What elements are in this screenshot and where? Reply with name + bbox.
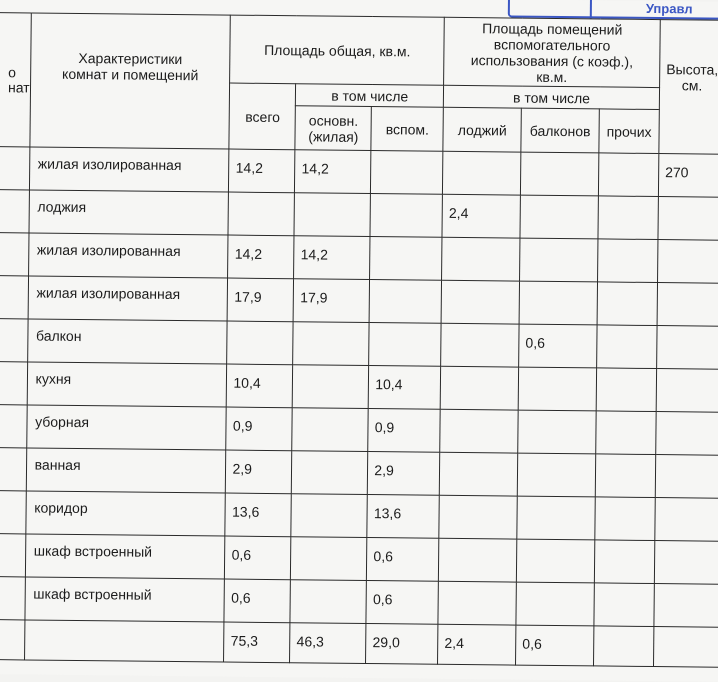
value-main xyxy=(293,408,368,419)
room-name: уборная xyxy=(35,413,90,431)
cell-loggia xyxy=(442,194,520,238)
stamp-text: Управл xyxy=(645,0,693,17)
cell-height xyxy=(656,369,718,413)
value-loggia xyxy=(442,281,519,292)
table-row xyxy=(0,490,718,541)
room-number-cell xyxy=(0,146,30,189)
value-height xyxy=(655,584,718,595)
totals-aux xyxy=(366,624,438,665)
room-number-cell xyxy=(0,361,27,404)
room-name: шкаф встроенный xyxy=(33,542,153,560)
value-other xyxy=(596,497,655,508)
table-row xyxy=(0,318,718,369)
cell-loggia xyxy=(443,151,521,195)
header-main xyxy=(295,106,371,151)
value-main: 14,2 xyxy=(300,246,328,263)
room-number-cell xyxy=(0,533,25,576)
value-loggia xyxy=(442,324,519,335)
totals-balcony xyxy=(516,625,594,666)
value-other xyxy=(595,583,654,594)
cell-aux xyxy=(367,495,439,539)
room-number-cell xyxy=(0,404,27,447)
stamp-divider xyxy=(590,0,592,18)
value-aux xyxy=(370,280,441,291)
value-aux: 0,9 xyxy=(374,419,395,436)
header-area-total xyxy=(230,15,444,85)
value-aux xyxy=(371,237,442,248)
header-including xyxy=(296,84,444,108)
cell-height xyxy=(657,240,718,284)
value-total: 0,6 xyxy=(231,589,251,606)
cell-total xyxy=(226,407,292,451)
room-name-cell xyxy=(28,233,228,278)
cell-main xyxy=(292,408,368,452)
cell-total xyxy=(226,450,292,494)
room-name: лоджия xyxy=(37,198,87,216)
value-aux: 0,6 xyxy=(373,548,394,565)
room-name-cell xyxy=(26,448,226,493)
header-loggias xyxy=(443,107,521,152)
value-aux: 0,6 xyxy=(372,591,393,608)
header-other-label: прочих xyxy=(606,123,652,140)
header-aux-area xyxy=(444,17,660,87)
header-balconies xyxy=(521,108,599,153)
header-loggias-label: лоджий xyxy=(457,121,507,138)
value-loggia xyxy=(439,582,516,593)
cell-aux xyxy=(367,538,439,582)
cell-balcony xyxy=(519,281,597,325)
value-main xyxy=(292,494,367,505)
value-total: 14,2 xyxy=(234,245,263,262)
value-height xyxy=(657,412,718,423)
table-row xyxy=(0,576,718,627)
value-balcony xyxy=(521,153,598,164)
value-balcony xyxy=(518,497,595,508)
value-main xyxy=(295,193,370,204)
value-other xyxy=(595,540,654,551)
header-area-total-label: Площадь общая, кв.м. xyxy=(264,41,411,59)
cell-other xyxy=(598,196,658,240)
table-row xyxy=(0,146,718,197)
cell-height xyxy=(658,197,718,241)
table-row xyxy=(0,275,718,326)
header-main-label: основн. (жилая) xyxy=(308,111,359,145)
totals-name-cell xyxy=(24,620,224,662)
value-loggia xyxy=(443,152,520,163)
cell-main xyxy=(294,236,370,280)
header-aux-including-label: в том числе xyxy=(512,89,591,106)
table-row xyxy=(0,189,718,240)
value-aux: 10,4 xyxy=(375,376,403,393)
value-other xyxy=(596,454,655,465)
cell-main xyxy=(292,451,368,495)
header-characteristics xyxy=(30,13,231,149)
table-row xyxy=(0,447,718,498)
room-name-cell xyxy=(27,362,227,407)
cell-balcony xyxy=(517,453,595,497)
totals-loggia-value: 2,4 xyxy=(444,634,465,652)
cell-total xyxy=(227,321,293,365)
cell-main xyxy=(290,580,366,624)
cell-total xyxy=(224,579,290,623)
cell-main xyxy=(293,279,369,323)
cell-height xyxy=(655,455,718,499)
value-aux xyxy=(371,194,442,205)
table-row xyxy=(0,232,718,283)
header-total xyxy=(229,83,296,150)
value-total: 2,9 xyxy=(232,460,253,477)
header-room-number xyxy=(0,13,31,147)
header-height xyxy=(659,20,718,155)
table-row xyxy=(0,404,718,455)
value-balcony: 0,6 xyxy=(525,334,546,351)
cell-other xyxy=(596,368,656,412)
value-other xyxy=(598,239,657,250)
value-total: 0,9 xyxy=(232,417,253,434)
cell-other xyxy=(598,153,658,197)
room-number-cell xyxy=(0,318,28,361)
room-name: балкон xyxy=(35,327,82,345)
value-other xyxy=(598,282,657,293)
value-other xyxy=(599,153,658,164)
cell-other xyxy=(594,540,654,584)
cell-other xyxy=(594,583,654,627)
value-total: 13,6 xyxy=(231,503,260,520)
cell-loggia xyxy=(439,452,517,496)
room-name: ванная xyxy=(34,456,81,474)
value-total xyxy=(229,193,294,204)
room-number-cell xyxy=(0,447,26,490)
table-row xyxy=(0,533,718,584)
value-loggia: 2,4 xyxy=(448,204,469,222)
cell-loggia xyxy=(439,538,517,582)
cell-aux xyxy=(366,581,438,625)
cell-total xyxy=(228,235,294,279)
room-name: кухня xyxy=(35,370,72,387)
value-balcony xyxy=(521,196,598,207)
cell-height xyxy=(658,154,718,198)
cell-other xyxy=(598,239,658,283)
value-total: 14,2 xyxy=(235,159,264,176)
value-other xyxy=(598,325,657,336)
cell-main xyxy=(293,322,369,366)
cell-aux xyxy=(369,366,441,410)
cell-total xyxy=(227,364,293,408)
value-main xyxy=(291,580,366,591)
value-balcony xyxy=(517,540,594,551)
cell-main xyxy=(291,537,367,581)
header-total-label: всего xyxy=(245,108,281,125)
cell-balcony xyxy=(520,238,598,282)
value-main xyxy=(292,451,367,462)
cell-loggia xyxy=(440,409,518,453)
room-name-cell xyxy=(26,405,226,450)
value-height: 270 xyxy=(665,164,689,181)
cell-height xyxy=(656,412,718,456)
value-loggia xyxy=(440,496,517,507)
cell-main xyxy=(295,150,371,194)
room-name-cell xyxy=(29,190,229,235)
cell-balcony xyxy=(520,195,598,239)
cell-other xyxy=(597,325,657,369)
value-height xyxy=(656,498,718,509)
cell-height xyxy=(657,326,718,370)
room-name-cell xyxy=(25,491,225,536)
totals-row xyxy=(0,619,718,667)
value-balcony xyxy=(519,368,596,379)
header-room-number-top: о xyxy=(8,63,17,80)
totals-total-value: 75,3 xyxy=(230,632,259,649)
room-number-cell xyxy=(0,232,29,275)
value-height xyxy=(657,326,718,337)
cell-aux xyxy=(369,323,441,367)
header-including-label: в том числе xyxy=(331,87,409,104)
header-characteristics-label: Характеристики комнат и помещений xyxy=(62,49,199,83)
value-height xyxy=(657,369,718,380)
room-name-cell xyxy=(29,147,229,192)
cell-balcony xyxy=(517,496,595,540)
room-number-cell xyxy=(0,576,25,619)
cell-balcony xyxy=(521,152,599,196)
value-main xyxy=(294,322,369,333)
value-aux xyxy=(370,323,441,334)
room-name: коридор xyxy=(34,499,88,517)
totals-aux-value: 29,0 xyxy=(372,634,400,651)
room-area-table xyxy=(0,12,718,668)
cell-balcony xyxy=(518,367,596,411)
cell-balcony xyxy=(518,410,596,454)
room-name: жилая изолированная xyxy=(36,284,181,303)
cell-aux xyxy=(370,237,442,281)
cell-loggia xyxy=(442,237,520,281)
room-name-cell xyxy=(28,276,228,321)
cell-other xyxy=(597,282,657,326)
room-number-cell xyxy=(0,490,26,533)
cell-main xyxy=(291,494,367,538)
value-aux: 13,6 xyxy=(373,505,402,522)
cell-loggia xyxy=(439,495,517,539)
cell-main xyxy=(293,365,369,409)
value-main: 17,9 xyxy=(300,289,328,306)
cell-total xyxy=(229,149,295,193)
cell-total xyxy=(228,192,294,236)
cell-total xyxy=(228,278,294,322)
cell-aux xyxy=(368,452,440,496)
table-row xyxy=(0,361,718,412)
cell-other xyxy=(596,411,656,455)
cell-loggia xyxy=(441,280,519,324)
totals-height xyxy=(653,627,718,668)
room-number-cell xyxy=(0,189,29,232)
totals-main-value: 46,3 xyxy=(296,633,324,650)
value-total: 17,9 xyxy=(234,288,262,305)
cell-balcony xyxy=(516,539,594,583)
totals-loggia xyxy=(438,624,516,665)
cell-total xyxy=(225,536,291,580)
room-name: жилая изолированная xyxy=(37,155,182,174)
cell-aux xyxy=(368,409,440,453)
cell-other xyxy=(595,497,655,541)
cell-height xyxy=(654,584,718,628)
value-aux xyxy=(372,151,443,162)
value-other xyxy=(599,196,658,207)
value-loggia xyxy=(441,367,518,378)
totals-balcony-value: 0,6 xyxy=(522,635,542,652)
room-name-cell xyxy=(27,319,227,364)
value-loggia xyxy=(439,539,516,550)
header-height-label: Высота, см. xyxy=(666,60,718,94)
value-balcony xyxy=(519,411,596,422)
table-body xyxy=(0,146,718,627)
value-height xyxy=(658,283,718,294)
value-balcony xyxy=(518,454,595,465)
header-aux-including xyxy=(444,85,660,109)
value-total: 0,6 xyxy=(231,546,252,563)
value-height xyxy=(659,197,718,208)
room-name-cell xyxy=(25,534,225,579)
cell-total xyxy=(225,493,291,537)
cell-main xyxy=(294,193,370,237)
value-loggia xyxy=(441,410,518,421)
cell-loggia xyxy=(441,323,519,367)
cell-loggia xyxy=(438,581,516,625)
value-balcony xyxy=(520,282,597,293)
value-balcony xyxy=(517,583,594,594)
value-height xyxy=(658,240,718,251)
value-height xyxy=(656,455,718,466)
value-loggia xyxy=(443,238,520,249)
cell-aux xyxy=(369,280,441,324)
value-other xyxy=(597,411,656,422)
value-height xyxy=(655,541,718,552)
value-main: 14,2 xyxy=(301,160,329,177)
cell-height xyxy=(657,283,718,327)
value-loggia xyxy=(440,453,517,464)
value-balcony xyxy=(520,239,597,250)
cell-height xyxy=(655,498,718,542)
room-name: шкаф встроенный xyxy=(33,585,152,603)
totals-total xyxy=(224,622,290,663)
header-aux xyxy=(371,107,443,152)
cell-aux xyxy=(370,194,442,238)
cell-loggia xyxy=(440,366,518,410)
value-aux: 2,9 xyxy=(374,462,394,479)
header-balconies-label: балконов xyxy=(529,122,591,139)
room-name-cell xyxy=(25,577,225,622)
value-total: 10,4 xyxy=(233,374,261,391)
room-name: жилая изолированная xyxy=(36,241,181,260)
header-other xyxy=(599,109,659,154)
totals-other xyxy=(594,626,654,667)
room-number-cell xyxy=(0,275,28,318)
totals-num-cell xyxy=(0,619,25,659)
value-main xyxy=(293,365,368,376)
cell-height xyxy=(654,541,718,585)
value-main xyxy=(292,537,367,548)
value-other xyxy=(597,368,656,379)
header-room-number-bottom: нат xyxy=(7,78,30,95)
header-aux-label: вспом. xyxy=(385,120,430,138)
totals-main xyxy=(290,623,366,664)
cell-other xyxy=(595,454,655,498)
value-total xyxy=(228,322,293,333)
cell-aux xyxy=(371,151,443,195)
cell-balcony xyxy=(519,324,597,368)
header-aux-area-label: Площадь помещений вспомогательного использования (с коэф.), кв.м. xyxy=(470,19,634,85)
cell-balcony xyxy=(516,582,594,626)
